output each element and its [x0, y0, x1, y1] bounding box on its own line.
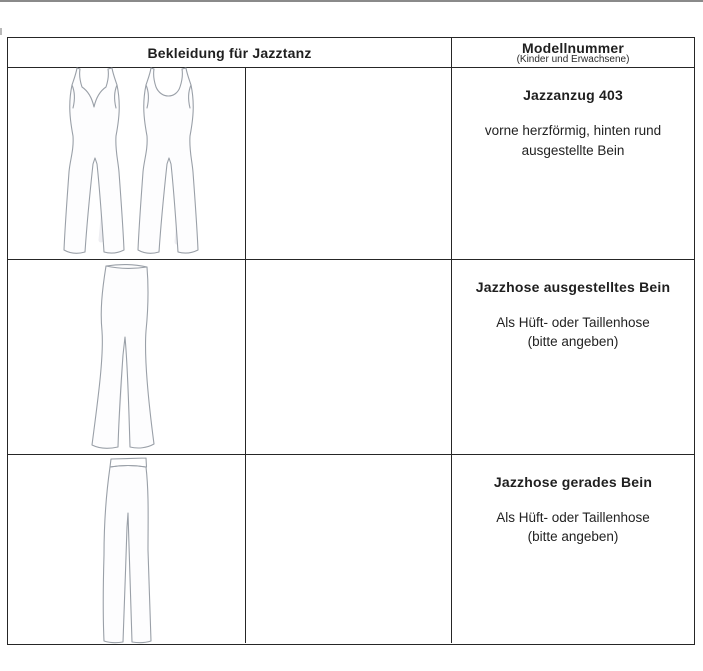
scan-artifact-left-mark: [0, 28, 2, 35]
jazz-jumpsuits-sketch: [63, 62, 200, 260]
empty-cell: [246, 455, 452, 643]
text-cell-jazzanzug: [452, 68, 694, 259]
item-description: [460, 313, 686, 352]
image-cell-jumpsuits: [8, 68, 246, 259]
scan-artifact-top-line: [0, 0, 703, 2]
item-description-line1: vorne herzförmig, hinten rund: [484, 123, 662, 138]
item-description-line2: (bitte angeben): [527, 529, 619, 545]
text-cell-jazzhose-ausgestellt: [452, 260, 694, 454]
model-number-heading: Modellnummer: [522, 40, 624, 56]
table-title: Bekleidung für Jazztanz: [147, 44, 312, 61]
clothing-order-table: [7, 37, 695, 645]
item-description-line1: Als Hüft- oder Taillenhose: [496, 314, 650, 330]
item-title: Jazzhose gerades Bein: [493, 473, 653, 490]
table-row-jazzanzug: [8, 68, 694, 260]
model-number-subheading: (Kinder und Erwachsene): [516, 54, 630, 65]
table-row-jazzhose-gerade: [8, 455, 694, 643]
flared-pants-sketch: [85, 263, 167, 451]
empty-cell: [246, 260, 452, 454]
image-cell-straight-pants: [8, 455, 246, 643]
straight-pants-sketch: [91, 457, 163, 643]
item-title: Jazzhose ausgestelltes Bein: [475, 278, 671, 295]
item-description: [460, 121, 686, 160]
table-row-jazzhose-ausgestellt: [8, 260, 694, 455]
item-description-line2: (bitte angeben): [527, 334, 619, 350]
image-cell-flared-pants: [8, 260, 246, 454]
text-cell-jazzhose-gerade: [452, 455, 694, 643]
item-title: Jazzanzug 403: [523, 87, 623, 103]
item-description-line2: ausgestellte Bein: [521, 142, 625, 158]
empty-cell: [246, 68, 452, 259]
item-description-line1: Als Hüft- oder Taillenhose: [496, 509, 650, 525]
item-description: [460, 508, 686, 547]
header-cell-model-number: [452, 38, 694, 67]
